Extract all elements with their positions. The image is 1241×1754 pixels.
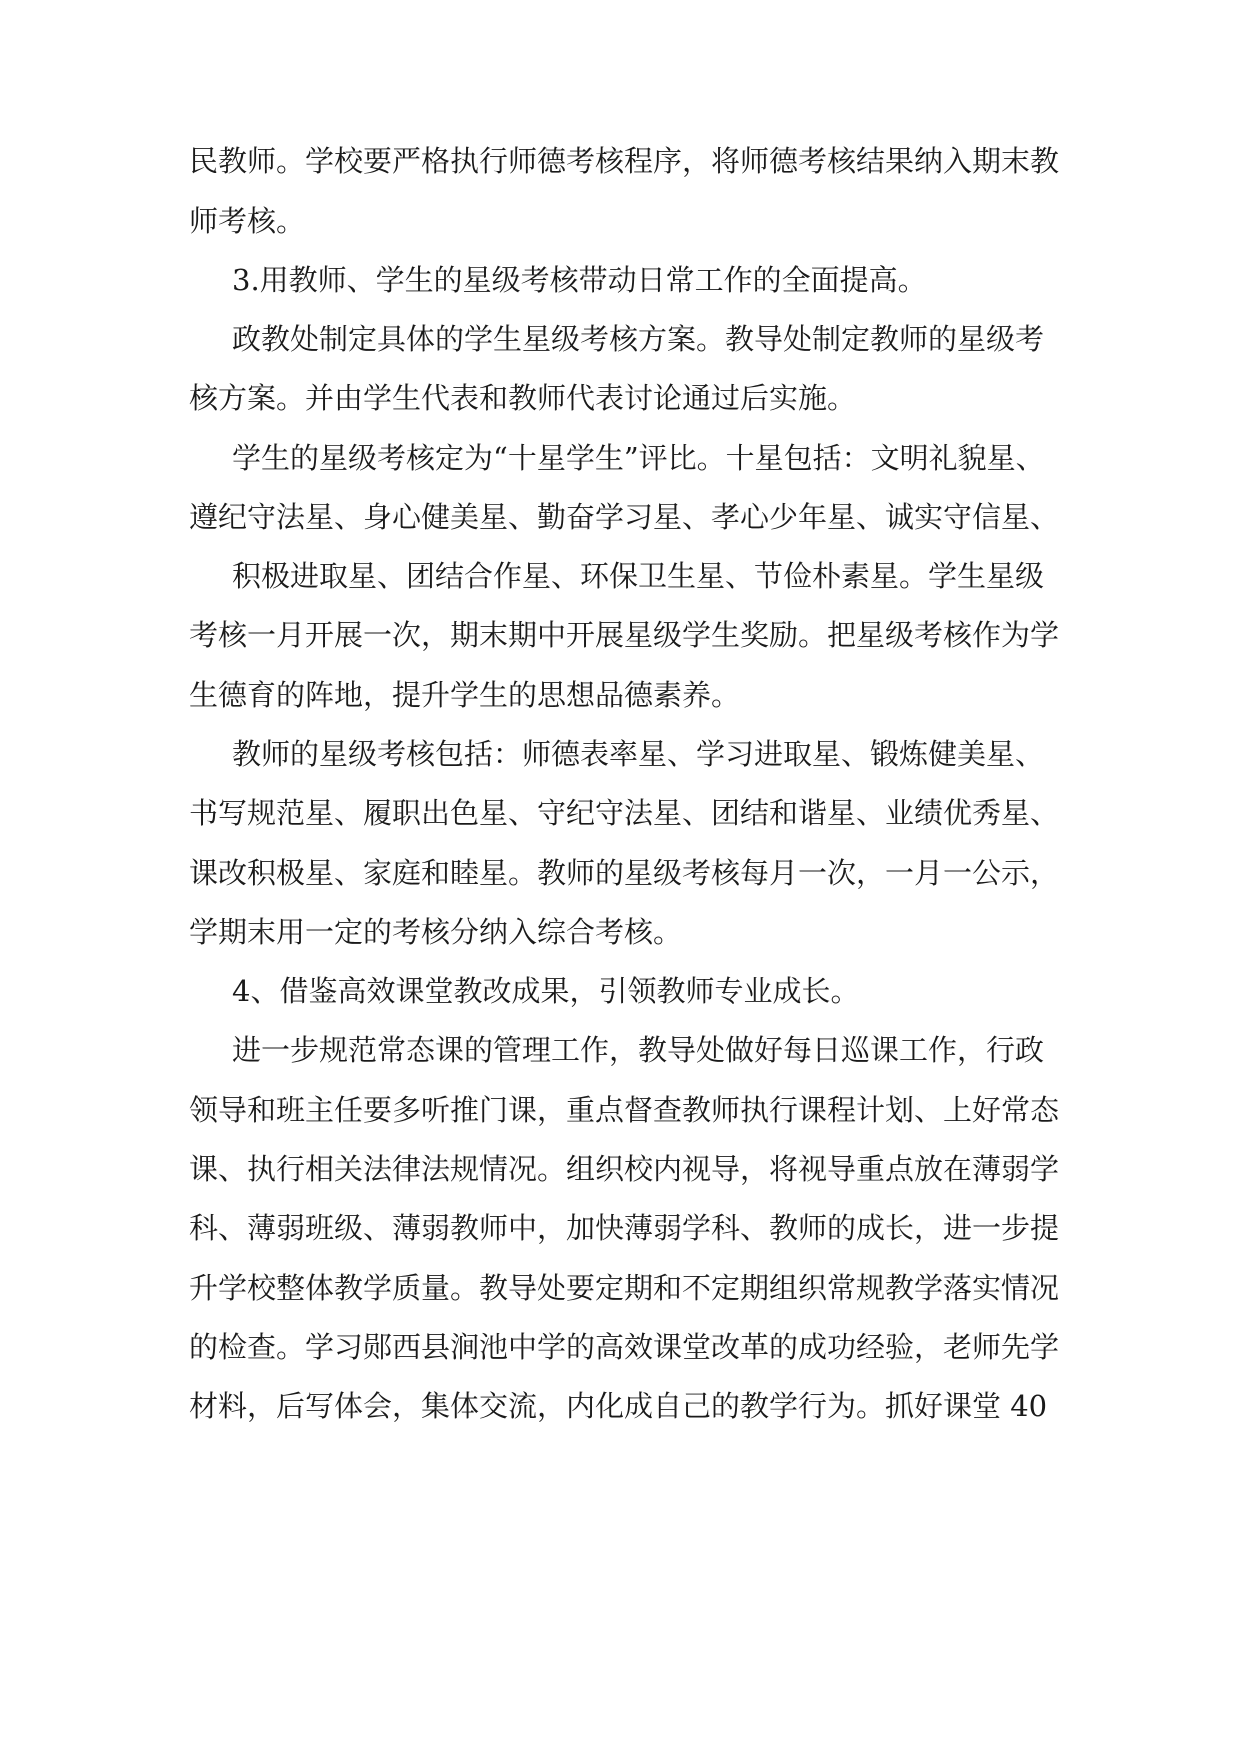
text-line-content: 遵纪守法星、身心健美星、勤奋学习星、孝心少年星、诚实守信星、: [189, 500, 1059, 534]
text-line: [0, 910, 1241, 954]
text-line-content: 课、执行相关法律法规情况。组织校内视导，将视导重点放在薄弱学: [189, 1152, 1059, 1186]
text-line: [0, 199, 1241, 243]
text-line: [0, 969, 1241, 1013]
text-line-content: 学生的星级考核定为“十星学生”评比。十星包括：文明礼貌星、: [232, 441, 1045, 475]
text-line: [0, 376, 1241, 420]
text-line-content: 4、借鉴高效课堂教改成果，引领教师专业成长。: [232, 974, 860, 1008]
text-line: [0, 495, 1241, 539]
text-line: [0, 673, 1241, 717]
text-line: [0, 436, 1241, 480]
text-line-content: 积极进取星、团结合作星、环保卫生星、节俭朴素星。学生星级: [232, 559, 1045, 593]
text-line-content: 科、薄弱班级、薄弱教师中，加快薄弱学科、教师的成长，进一步提: [189, 1211, 1059, 1245]
text-line-content: 学期末用一定的考核分纳入综合考核。: [189, 915, 683, 949]
text-line: [0, 139, 1241, 183]
text-line-content: 进一步规范常态课的管理工作，教导处做好每日巡课工作，行政: [232, 1033, 1045, 1067]
text-line: [0, 554, 1241, 598]
text-line: [0, 1028, 1241, 1072]
text-line-content: 核方案。并由学生代表和教师代表讨论通过后实施。: [189, 381, 857, 415]
text-line-content: 升学校整体教学质量。教导处要定期和不定期组织常规教学落实情况: [189, 1271, 1059, 1305]
text-line-content: 领导和班主任要多听推门课，重点督查教师执行课程计划、上好常态: [189, 1093, 1059, 1127]
text-line-content: 书写规范星、履职出色星、守纪守法星、团结和谐星、业绩优秀星、: [189, 796, 1059, 830]
text-line-content: 3.用教师、学生的星级考核带动日常工作的全面提高。: [232, 263, 927, 297]
text-line: [0, 732, 1241, 776]
text-line: [0, 851, 1241, 895]
text-line-content: 的检查。学习郧西县涧池中学的高效课堂改革的成功经验，老师先学: [189, 1330, 1059, 1364]
text-line-content: 课改积极星、家庭和睦星。教师的星级考核每月一次，一月一公示，: [189, 856, 1059, 890]
text-line-content: 政教处制定具体的学生星级考核方案。教导处制定教师的星级考: [232, 322, 1045, 356]
text-line: [0, 1206, 1241, 1250]
text-line: [0, 1325, 1241, 1369]
text-line: [0, 1266, 1241, 1310]
text-line: [0, 1088, 1241, 1132]
text-line-content: 教师的星级考核包括：师德表率星、学习进取星、锻炼健美星、: [232, 737, 1045, 771]
text-line: [0, 1384, 1241, 1428]
text-line: [0, 258, 1241, 302]
text-line: [0, 1147, 1241, 1191]
text-line-content: 考核一月开展一次，期末期中开展星级学生奖励。把星级考核作为学: [189, 618, 1059, 652]
text-line: [0, 791, 1241, 835]
text-line-content: 师考核。: [189, 204, 306, 238]
text-line: [0, 317, 1241, 361]
text-line-content: 生德育的阵地，提升学生的思想品德素养。: [189, 678, 741, 712]
text-line: [0, 613, 1241, 657]
text-line-content: 材料，后写体会，集体交流，内化成自己的教学行为。抓好课堂 40: [189, 1389, 1048, 1423]
text-line-content: 民教师。学校要严格执行师德考核程序，将师德考核结果纳入期末教: [189, 144, 1059, 178]
